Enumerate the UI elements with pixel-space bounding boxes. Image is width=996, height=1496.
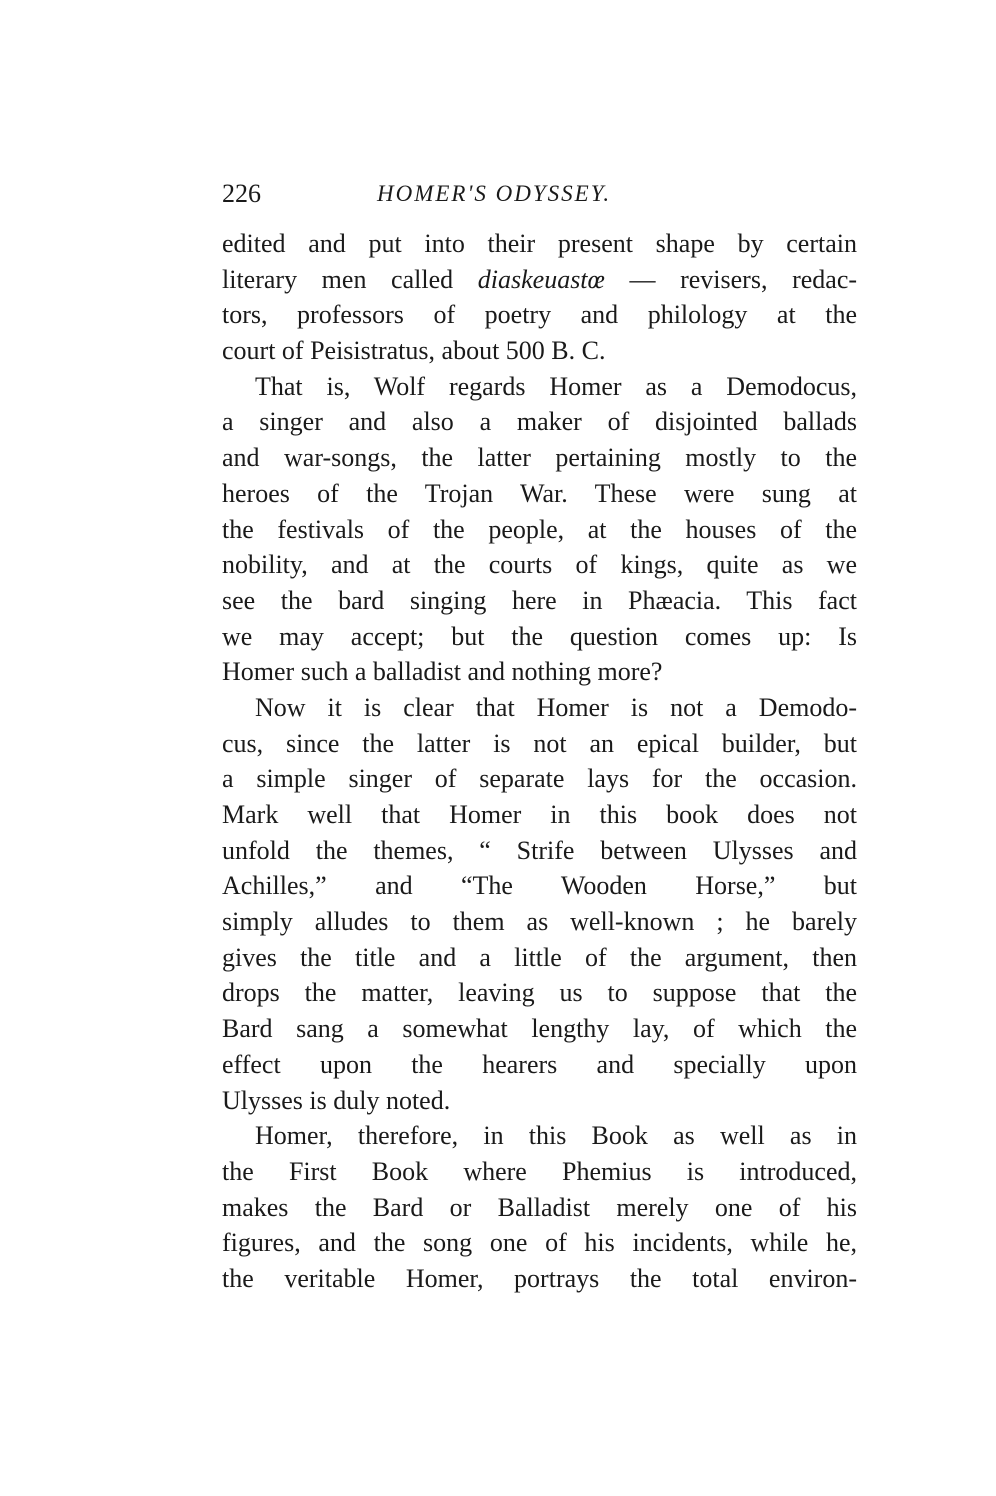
text-line: a simple singer of separate lays for the occasion. — [222, 764, 857, 794]
text-line: the First Book where Phemius is introduced, — [222, 1156, 857, 1186]
page-number: 226 — [222, 179, 261, 208]
text-line: nobility, and at the courts of kings, quite as we — [222, 550, 857, 580]
text-line: Bard sang a somewhat lengthy lay, of which the — [222, 1014, 857, 1044]
body-text — [222, 226, 857, 1297]
text-line — [222, 262, 857, 298]
text-line: court of Peisistratus, about 500 B. C. — [222, 336, 606, 366]
text-segment: — revisers, redac- — [604, 264, 857, 294]
text-line: That is, Wolf regards Homer as a Demodocus, — [255, 371, 857, 401]
text-line: effect upon the hearers and specially upon — [222, 1049, 857, 1079]
text-line: Achilles,” and “The Wooden Horse,” but — [222, 871, 857, 901]
text-line: the festivals of the people, at the houses of the — [222, 514, 857, 544]
paragraph-4 — [222, 1118, 857, 1296]
text-line: unfold the themes, “ Strife between Ulysses and — [222, 835, 857, 865]
text-line: we may accept; but the question comes up: Is — [222, 621, 857, 651]
text-line: and war-songs, the latter pertaining mostly to the — [222, 443, 857, 473]
text-line: Homer, therefore, in this Book as well as in — [255, 1121, 857, 1151]
text-line: Mark well that Homer in this book does not — [222, 800, 857, 829]
text-line: the veritable Homer, portrays the total environ- — [222, 1263, 857, 1293]
text-line: tors, professors of poetry and philology at the — [222, 300, 857, 330]
text-line: makes the Bard or Balladist merely one of his — [222, 1192, 857, 1222]
running-head — [222, 174, 857, 214]
text-line: figures, and the song one of his incidents, while he, — [222, 1228, 857, 1258]
text-line: drops the matter, leaving us to suppose that the — [222, 978, 857, 1008]
running-title: HOMER'S ODYSSEY. — [377, 181, 612, 206]
text-line: a singer and also a maker of disjointed ballads — [222, 407, 857, 437]
text-line: simply alludes to them as well-known ; he barely — [222, 907, 857, 937]
text-line: Now it is clear that Homer is not a Demodo- — [255, 692, 857, 722]
paragraph-1 — [222, 226, 857, 369]
paragraph-3 — [222, 690, 857, 1118]
text-line: Homer such a balladist and nothing more? — [222, 657, 663, 687]
text-segment: literary men called — [222, 264, 454, 294]
text-line: gives the title and a little of the argument, then — [222, 942, 857, 972]
paragraph-2 — [222, 369, 857, 690]
italic-term: diaskeuastœ — [477, 264, 605, 294]
text-line: see the bard singing here in Phæacia. This fact — [222, 585, 857, 615]
text-line: Ulysses is duly noted. — [222, 1085, 451, 1115]
text-line: cus, since the latter is not an epical builder, but — [222, 728, 857, 758]
text-line: edited and put into their present shape by certain — [222, 229, 857, 258]
text-line: heroes of the Trojan War. These were sung at — [222, 478, 857, 508]
